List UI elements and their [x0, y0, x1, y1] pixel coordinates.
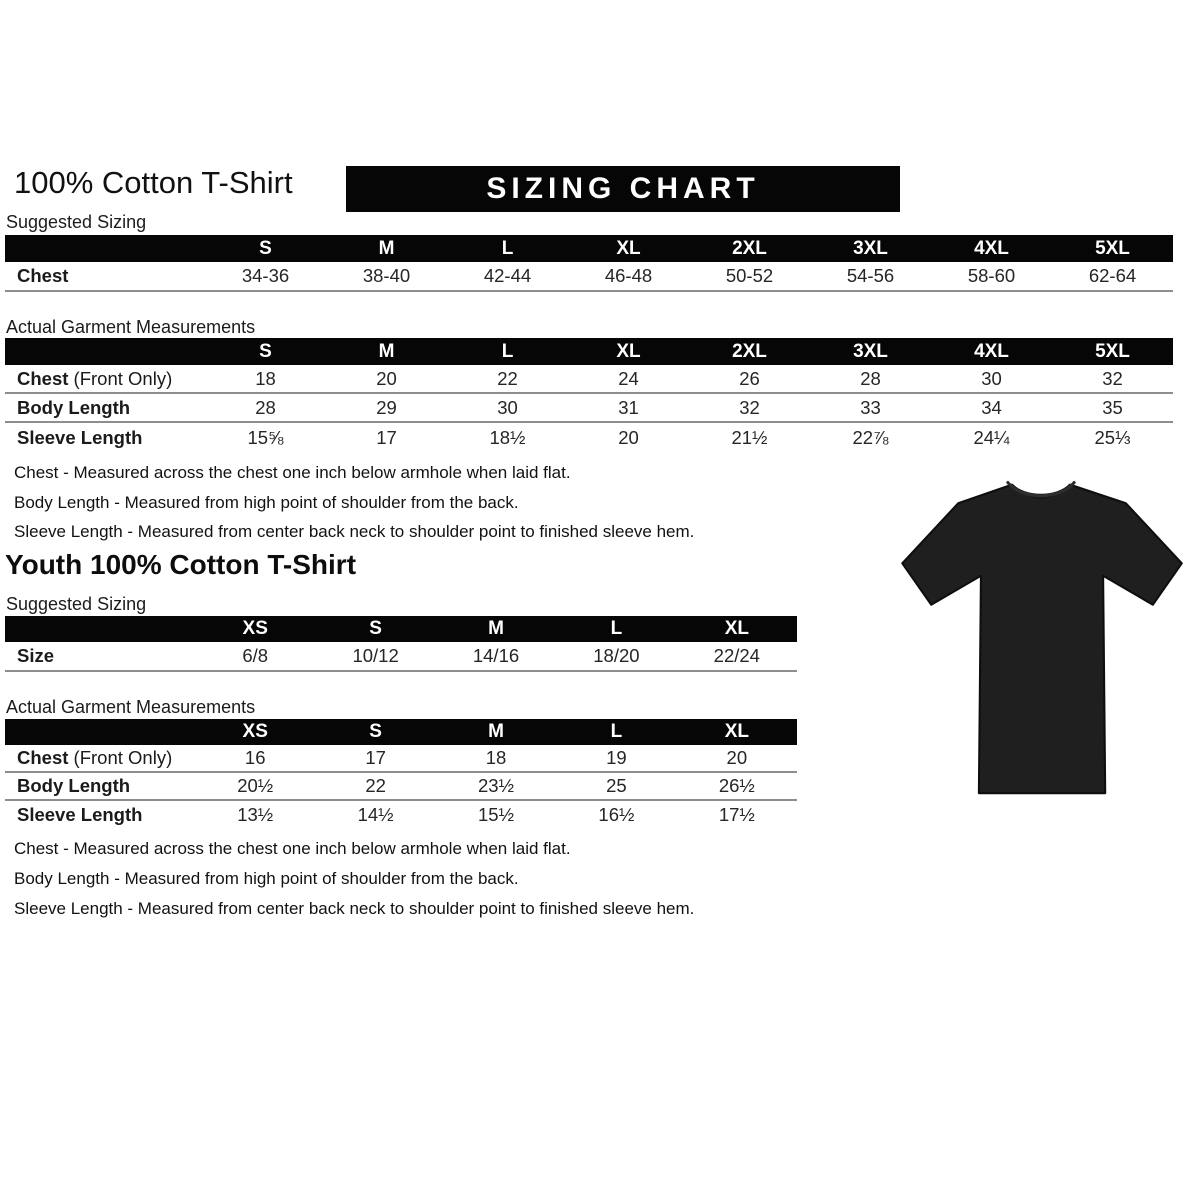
note-line: Sleeve Length - Measured from center back neck to shoulder point to finished sleeve hem.	[14, 899, 695, 918]
black-tshirt-image	[882, 466, 1200, 818]
table-row	[5, 642, 797, 672]
measurement-value: 19	[606, 747, 627, 768]
chest-range-value: 50-52	[725, 265, 774, 286]
measurement-value: 17	[376, 426, 397, 448]
size-col-header: XL	[724, 618, 749, 639]
measurement-value: 32	[1102, 367, 1123, 389]
size-col-header: XS	[242, 721, 268, 742]
row-label: Chest (Front Only)	[17, 367, 173, 389]
size-range-value: 6/8	[242, 645, 269, 666]
size-col-header: 3XL	[853, 340, 888, 362]
measurement-value: 25⅓	[1094, 426, 1131, 448]
measurement-value: 17½	[718, 804, 755, 825]
measurement-value: 13½	[237, 804, 274, 825]
measurement-value: 20½	[237, 775, 274, 796]
size-col-header: XL	[616, 237, 641, 259]
sizing-chart-banner-text: SIZING CHART	[486, 172, 760, 205]
measurement-value: 24¼	[973, 426, 1010, 448]
measurement-value: 15⅝	[247, 426, 284, 448]
size-col-header: M	[378, 237, 395, 259]
note-line: Chest - Measured across the chest one inch below armhole when laid flat.	[14, 463, 571, 482]
measurement-value: 32	[739, 396, 760, 418]
measurement-value: 21½	[731, 426, 768, 448]
table-header-row	[5, 719, 797, 745]
size-col-header: S	[259, 237, 272, 259]
note-line: Chest - Measured across the chest one inch below armhole when laid flat.	[14, 839, 571, 858]
measurement-value: 14½	[357, 804, 394, 825]
measurement-value: 18	[255, 367, 276, 389]
size-col-header: 3XL	[853, 237, 888, 259]
measurement-value: 26	[739, 367, 760, 389]
table-row	[5, 773, 797, 801]
size-col-header: 2XL	[732, 237, 767, 259]
chest-range-value: 42-44	[483, 265, 532, 286]
measurement-value: 35	[1102, 396, 1123, 418]
measurement-value: 24	[618, 367, 639, 389]
chest-range-value: 46-48	[604, 265, 653, 286]
measurement-value: 28	[860, 367, 881, 389]
size-range-value: 10/12	[352, 645, 399, 666]
measurement-value: 33	[860, 396, 881, 418]
measurement-value: 30	[497, 396, 518, 418]
row-label: Chest (Front Only)	[17, 747, 173, 768]
chest-range-value: 58-60	[967, 265, 1016, 286]
size-range-value: 18/20	[593, 645, 640, 666]
measurement-value: 18	[485, 747, 507, 768]
youth-suggested-sizing-label: Suggested Sizing	[6, 594, 147, 614]
measurement-value: 17	[365, 747, 386, 768]
chest-range-value: 54-56	[846, 265, 895, 286]
row-label: Size	[17, 645, 55, 666]
size-col-header: M	[488, 618, 504, 639]
chest-range-value: 62-64	[1088, 265, 1137, 286]
table-row	[5, 745, 797, 773]
adult-measurement-notes	[14, 458, 694, 547]
measurement-value: 34	[981, 396, 1002, 418]
measurement-value: 15½	[478, 804, 515, 825]
table-row	[5, 423, 1173, 452]
size-col-header: L	[610, 721, 623, 742]
measurement-value: 20	[726, 747, 748, 768]
size-col-header: XL	[724, 721, 749, 742]
measurement-value: 20	[376, 367, 397, 389]
chest-range-value: 38-40	[362, 265, 411, 286]
row-label: Body Length	[17, 396, 131, 418]
measurement-value: 22	[365, 775, 386, 796]
size-col-header: 5XL	[1095, 237, 1130, 259]
size-col-header: S	[259, 340, 272, 362]
note-line: Body Length - Measured from high point of shoulder from the back.	[14, 869, 519, 888]
table-row	[5, 262, 1173, 292]
size-col-header: S	[369, 721, 382, 742]
measurement-value: 29	[376, 396, 397, 418]
table-row	[5, 365, 1173, 394]
table-row	[5, 394, 1173, 423]
table-header-row	[5, 235, 1173, 262]
size-col-header: 5XL	[1095, 340, 1130, 362]
page-title: 100% Cotton T-Shirt	[14, 165, 293, 200]
measurement-value: 22⅞	[852, 426, 889, 448]
size-col-header: S	[369, 618, 382, 639]
youth-actual-measurements-table	[5, 719, 797, 829]
youth-section-title: Youth 100% Cotton T-Shirt	[5, 549, 357, 580]
measurement-value: 20	[618, 426, 639, 448]
row-label: Chest	[17, 265, 69, 286]
size-col-header: M	[378, 340, 395, 362]
size-col-header: XL	[616, 340, 641, 362]
sizing-chart-banner	[346, 166, 900, 212]
measurement-value: 28	[255, 396, 276, 418]
row-label: Sleeve Length	[17, 804, 143, 825]
measurement-value: 30	[981, 367, 1002, 389]
size-col-header: 2XL	[732, 340, 767, 362]
adult-actual-measurements-table	[5, 338, 1173, 452]
note-line: Body Length - Measured from high point of shoulder from the back.	[14, 492, 519, 512]
measurement-value: 18½	[489, 426, 526, 448]
measurement-value: 22	[497, 367, 518, 389]
measurement-value: 26½	[718, 775, 755, 796]
row-label: Body Length	[17, 775, 131, 796]
youth-actual-measurements-label: Actual Garment Measurements	[6, 697, 256, 717]
size-col-header: L	[501, 237, 514, 259]
measurement-value: 16	[244, 747, 266, 768]
tshirt-icon	[882, 466, 1200, 818]
adult-suggested-sizing-table	[5, 235, 1173, 292]
note-line: Sleeve Length - Measured from center back neck to shoulder point to finished sleeve hem.	[14, 522, 695, 541]
row-label: Sleeve Length	[17, 426, 143, 448]
youth-measurement-notes	[14, 834, 694, 924]
adult-actual-measurements-label: Actual Garment Measurements	[6, 317, 256, 337]
size-col-header: L	[610, 618, 623, 639]
table-row	[5, 801, 797, 829]
size-range-value: 14/16	[472, 645, 520, 666]
size-range-value: 22/24	[713, 645, 760, 666]
size-col-header: 4XL	[974, 340, 1009, 362]
adult-suggested-sizing-label: Suggested Sizing	[6, 212, 147, 232]
table-header-row	[5, 338, 1173, 365]
measurement-value: 25	[606, 775, 627, 796]
measurement-value: 23½	[478, 775, 515, 796]
measurement-value: 16½	[598, 804, 635, 825]
table-header-row	[5, 616, 797, 642]
measurement-value: 31	[618, 396, 639, 418]
size-col-header: L	[501, 340, 514, 362]
size-col-header: M	[488, 721, 504, 742]
size-col-header: 4XL	[974, 237, 1009, 259]
size-col-header: XS	[242, 618, 268, 639]
youth-suggested-sizing-table	[5, 616, 797, 672]
chest-range-value: 34-36	[241, 265, 290, 286]
